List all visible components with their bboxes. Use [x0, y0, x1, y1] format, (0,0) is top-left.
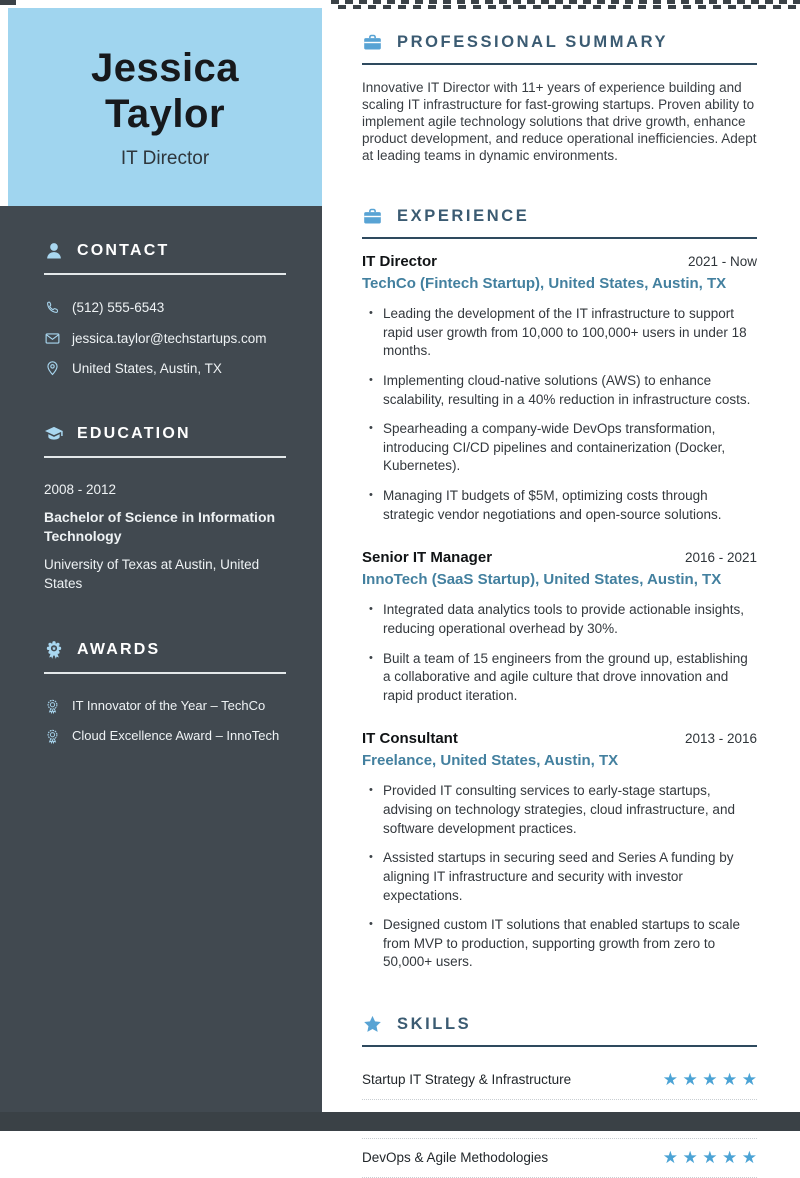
- main-content: [322, 0, 800, 1167]
- job-bullet: • Leading the development of the IT infrastructure to support rapid user growth from 10,000 to 100,000+ users in under 18 months.: [362, 305, 757, 361]
- skills-heading: SKILLS: [397, 1015, 472, 1033]
- job-dates: 2021 - Now: [687, 254, 757, 269]
- person-icon: [44, 241, 64, 261]
- job-bullet: • Provided IT consulting services to early-stage startups, advising on technology strategies, cloud infrastructure, and software development practices.: [362, 782, 757, 838]
- job-company: InnoTech (SaaS Startup), United States, Austin, TX: [362, 571, 722, 589]
- contact-phone: [44, 299, 286, 317]
- rosette-icon: [44, 640, 64, 660]
- job-bullet: • Implementing cloud-native solutions (AWS) to enhance scalability, resulting in a 40% reduction in infrastructure costs.: [362, 372, 757, 409]
- contact-heading: CONTACT: [77, 242, 170, 259]
- star-icon: [362, 1014, 383, 1035]
- summary-heading: PROFESSIONAL SUMMARY: [397, 33, 669, 51]
- job-header: [362, 730, 757, 747]
- job-entry: [362, 549, 757, 705]
- skills-section: [362, 1014, 762, 1178]
- job-bullet: • Spearheading a company-wide DevOps transformation, introducing CI/CD pipelines and containerization (Docker, Kubernetes).: [362, 420, 757, 476]
- experience-section: [362, 206, 757, 972]
- award-item: [44, 698, 286, 715]
- job-dates: 2013 - 2016: [684, 731, 757, 747]
- summary-section-header: [362, 32, 757, 65]
- award-item-text: IT Innovator of the Year – TechCo: [72, 698, 266, 713]
- contact-email-text: jessica.taylor@techstartups.com: [72, 330, 267, 346]
- job-entry: [362, 730, 757, 972]
- job-bullet: • Managing IT budgets of $5M, optimizing costs through strategic vendor negotiations and open-source solutions.: [362, 487, 757, 524]
- job-bullet: • Integrated data analytics tools to provide actionable insights, reducing operational overhead by 30%.: [362, 601, 757, 638]
- skill-star-rating: ★★★★★: [662, 1148, 762, 1167]
- sidebar: [0, 0, 322, 1131]
- job-title: IT Director: [362, 253, 438, 270]
- briefcase-icon: [362, 32, 383, 53]
- job-bullet: • Assisted startups in securing seed and Series A funding by aligning IT infrastructure and security with investor expectations.: [362, 849, 757, 905]
- job-entry: [362, 253, 757, 524]
- page-break-bar: [0, 1112, 800, 1131]
- job-header: [362, 253, 757, 270]
- job-bullet-list: [362, 305, 757, 524]
- experience-heading: EXPERIENCE: [397, 207, 530, 225]
- skills-section-header: [362, 1014, 757, 1047]
- job-bullet-list: [362, 782, 757, 972]
- award-item-text: Cloud Excellence Award – InnoTech: [72, 728, 280, 743]
- skill-star-rating: ★★★★★: [662, 1070, 762, 1089]
- awards-section-header: [44, 640, 286, 674]
- contact-section: [44, 241, 286, 378]
- contact-email: [44, 330, 286, 348]
- job-company: Freelance, United States, Austin, TX: [362, 752, 619, 770]
- experience-section-header: [362, 206, 757, 239]
- page-tear-dashes: [331, 0, 800, 9]
- education-degree: Bachelor of Science in Information Technology: [44, 508, 276, 545]
- contact-location: [44, 360, 286, 378]
- person-job-title: IT Director: [120, 147, 210, 169]
- education-section-header: [44, 424, 286, 458]
- briefcase-icon: [362, 206, 383, 227]
- summary-section: [362, 32, 757, 164]
- job-header: [362, 549, 757, 566]
- education-dates: 2008 - 2012: [44, 481, 117, 497]
- job-bullet: • Built a team of 15 engineers from the ground up, establishing a collaborative and agile culture that drove innovation and rapid product iteration.: [362, 650, 757, 706]
- summary-text: Innovative IT Director with 11+ years of experience building and scaling IT infrastructure for fast-growing startups. Proven ability to implement agile technology solutions that drive growth, enhance product development, and reduce operational inefficiencies. Adept at leading teams in dynamic environments.: [362, 80, 757, 163]
- contact-location-text: United States, Austin, TX: [72, 361, 222, 377]
- award-item: [44, 728, 286, 745]
- sidebar-body: [0, 206, 322, 1131]
- skill-row: [362, 1061, 762, 1100]
- awards-heading: AWARDS: [77, 640, 161, 658]
- contact-section-header: [44, 241, 286, 275]
- person-name: Jessica Taylor: [90, 45, 240, 136]
- job-dates: 2016 - 2021: [684, 550, 757, 566]
- job-title: IT Consultant: [362, 730, 458, 748]
- skill-name: DevOps & Agile Methodologies: [362, 1150, 549, 1165]
- location-icon: [44, 360, 61, 377]
- rosette-small-icon: [44, 728, 61, 745]
- page-tear-corner-dash: [0, 0, 16, 5]
- education-school: University of Texas at Austin, United States: [44, 556, 260, 592]
- job-bullet: • Designed custom IT solutions that enabled startups to scale from MVP to production, supporting growth from zero to 50,000+ users.: [362, 916, 757, 972]
- skill-name: Startup IT Strategy & Infrastructure: [362, 1072, 572, 1087]
- phone-icon: [44, 299, 61, 316]
- education-heading: EDUCATION: [77, 424, 191, 442]
- email-icon: [44, 330, 61, 347]
- education-section: [44, 424, 286, 594]
- job-title: Senior IT Manager: [362, 549, 493, 567]
- skill-row: [362, 1139, 762, 1178]
- rosette-small-icon: [44, 698, 61, 715]
- job-list: [362, 253, 757, 972]
- job-company: TechCo (Fintech Startup), United States, Austin, TX: [362, 275, 727, 292]
- graduation-cap-icon: [44, 424, 64, 444]
- awards-section: [44, 640, 286, 745]
- job-bullet-list: [362, 601, 757, 705]
- contact-phone-text: (512) 555-6543: [72, 300, 165, 315]
- name-header-box: [8, 8, 322, 206]
